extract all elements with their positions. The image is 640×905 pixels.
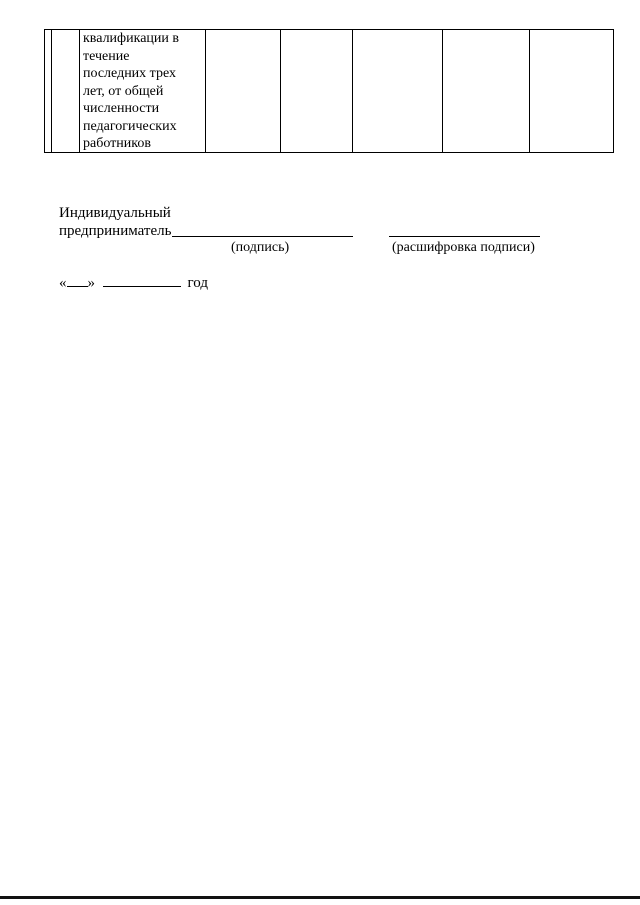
table-cell-line: квалификации в — [83, 31, 179, 46]
signatory-title-line1: Индивидуальный — [59, 205, 171, 221]
signature-caption: (подпись) — [231, 240, 290, 255]
decoding-caption: (расшифровка подписи) — [392, 240, 535, 255]
indicator-table — [44, 29, 614, 153]
table-cell-indicator-name — [83, 30, 208, 153]
table-col-divider — [79, 29, 80, 152]
table-cell-line: работников — [83, 136, 151, 151]
table-cell-line: лет, от общей — [83, 83, 164, 99]
day-blank — [67, 274, 88, 287]
date-open-quote: « — [59, 275, 67, 291]
signature-blank-line — [172, 236, 353, 237]
month-blank — [103, 274, 181, 287]
signatory-title-line2: предприниматель — [59, 223, 172, 239]
table-cell-line: педагогических — [83, 118, 177, 134]
table-cell-line: последних трех — [83, 66, 176, 81]
date-close-quote: » — [87, 275, 95, 291]
table-col-divider — [51, 29, 52, 152]
scan-bottom-edge — [0, 896, 640, 899]
table-col-divider — [442, 29, 443, 152]
year-word: год — [187, 275, 208, 291]
table-col-divider — [280, 29, 281, 152]
table-col-divider — [529, 29, 530, 152]
table-cell-line: течение — [83, 48, 130, 64]
date-line — [59, 274, 208, 292]
table-cell-line: численности — [83, 101, 160, 116]
decoding-blank-line — [389, 236, 540, 237]
table-col-divider — [352, 29, 353, 152]
